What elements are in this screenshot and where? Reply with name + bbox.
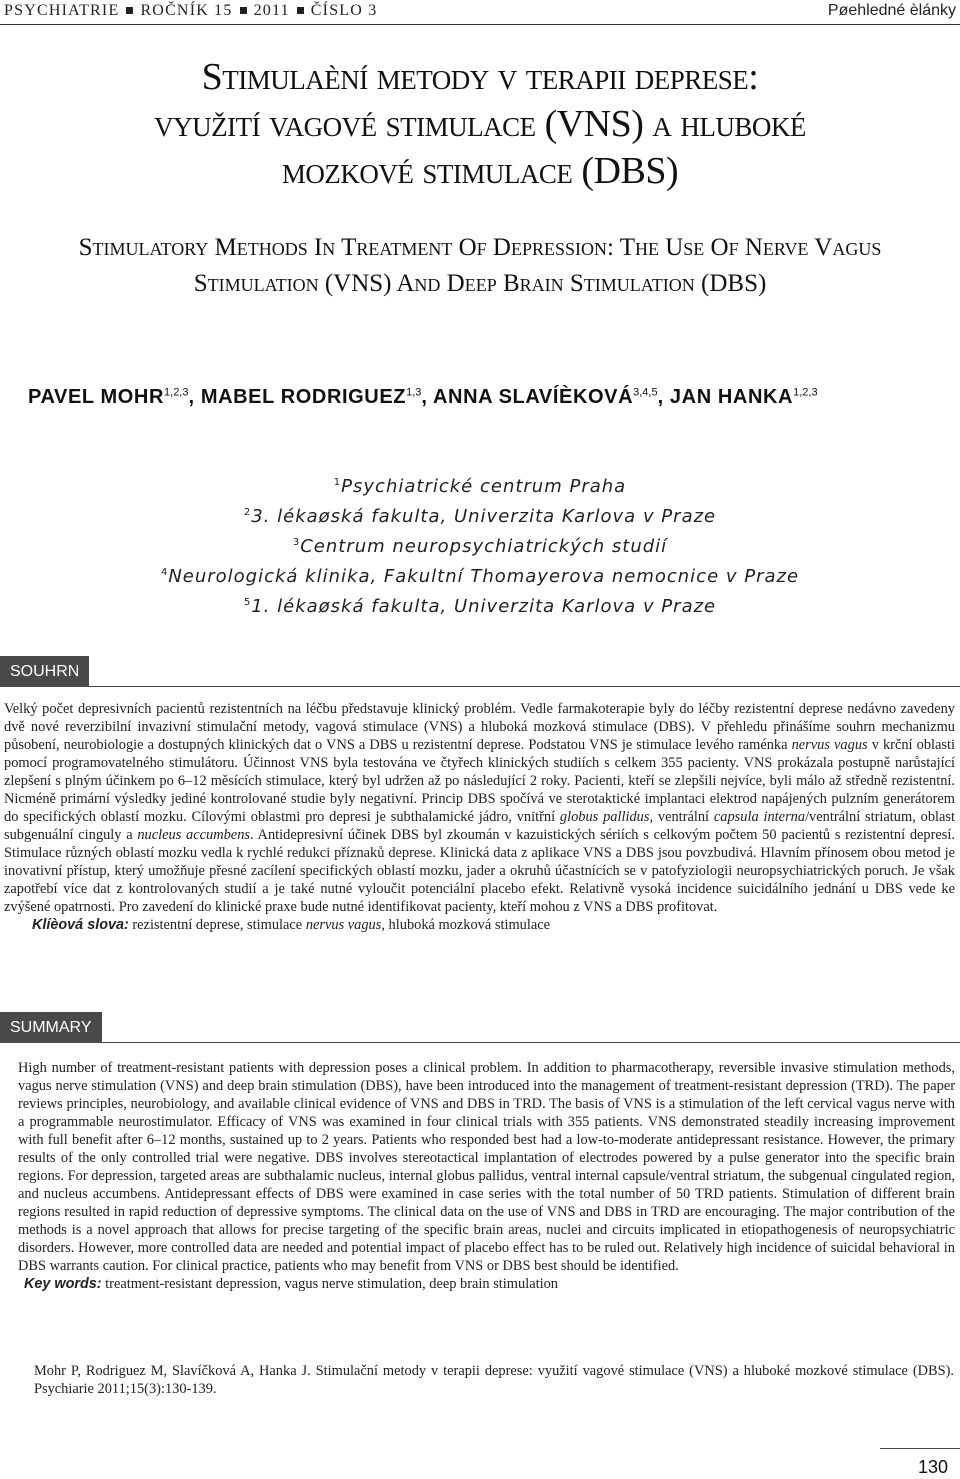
title-english-line: Stimulation (VNS) And Deep Brain Stimulation (DBS) (193, 270, 767, 297)
keywords-czech (4, 916, 955, 934)
abstract-text: /ventrální striatum, oblast subgenuální cinguly a (4, 809, 955, 843)
abstract-text: v krční oblasti pomocí programovatelného stimulátoru. Účinnost VNS byla testována ve čtyřech klinických studiích s celkem 355 pacienty. VNS prokázala postupně narůstající zlepšení s plným účinkem po 6–12 měsících stimulace, který byl udržen až po následující 2 roky. Pacienti, kteří se zlepšili nejvíce, byli málo až středně rezistentní. Nicméně primární výsledky jediné kontrolované studie byly negativní. Princip DBS spočívá ve sterotaktické implantaci elektrod napájených pulzním generátorem do specifických oblastí mozku. Cílovými oblastmi pro depresi je subthalamické jádro, vnitřní (4, 737, 956, 825)
abstract-english (18, 1059, 955, 1293)
summary-heading: SUMMARY (0, 1012, 102, 1043)
affiliation-text: Psychiatrické centrum Praha (341, 476, 627, 497)
journal-year: 2011 (253, 2, 290, 19)
affiliation-number: 2 (243, 507, 252, 518)
keywords-label: Key words: (24, 1276, 102, 1292)
affiliation-text: 3. lékaøská fakulta, Univerzita Karlova v Praze (251, 506, 717, 527)
abstract-italic-term: nervus vagus (791, 737, 868, 753)
abstract-text: High number of treatment-resistant patients with depression poses a clinical problem. In addition to pharmacotherapy, reversible invasive stimulation methods, vagus nerve stimulation (VNS) and deep brain stimulation (DBS), have been introduced into the management of treatment-resistant depression (TRD). The paper reviews principles, neurobiology, and available clinical evidence of VNS and DBS in TRD. The basis of VNS is a stimulation of the left cervical vagus nerve with a programmable neurostimulator. Efficacy of VNS was examined in four clinical trials with 355 patients. VNS demonstrated steadily increasing improvement with full benefit after 6–12 months, sustained up to 2 years. Patients who responded best had a low-to-moderate antidepressant resistance. However, the primary results of the only controlled trial were negative. DBS involves stereotactical implantation of electrodes powered by a pulse generator into the specific brain regions. For depression, targeted areas are subthalamic nucleus, internal globus pallidus, ventral internal capsule/ventral striatum, the subgenual cingulated region, and nucleus accumbens. Antidepressant effects of DBS were examined in case series with the total number of 50 TRD patients. Stimulation of different brain regions resulted in rapid reduction of depressive symptoms. The clinical data on the use of VNS and DBS in TRD are encouraging. The major contribution of the methods is a novel approach that allows for precise targeting of the specific brain areas, nuclei and circuits implicated in etiopathogenesis of neuropsychiatric disorders. However, more controlled data are needed and potential impact of placebo effect has to be ruled out. Relatively high incidence of suicidal behavioral in DBS warrants caution. For clinical practice, patients who may benefit from VNS or DBS best should be identified. (18, 1060, 955, 1274)
affiliation-item (20, 530, 940, 560)
keywords-italic-term: nervus vagus (305, 917, 382, 933)
author-list: PAVEL MOHR$^{1,2,3}$, MABEL RODRIGUEZ$^{1,3}$, ANNA SLAVÍÈKOVÁ$^{3,4,5}$, JAN HANKA$^{1,2,3}$ (28, 386, 818, 408)
abstract-text: . Antidepresivní účinek DBS byl zkoumán v kazuistických sériích s celkovým počtem 50 pacientů s rezistentní depresí. Stimulace různých oblastí mozku vedla k rychlé redukci příznaků deprese. Klinická data z aplikace VNS a DBS jsou povzbudivá. Hlavním přínosem obou metod je inovativní přístup, který umožňuje přesné zacílení specifických oblastí mozku, jader a okruhů účastnících se v patofyziologii neuropsychiatrických poruch. Je však zapotřebí více dat z kontrolovaných studií a je také nutné vyloučit potenciální placebo efekt. Relativně vysoká incidence suicidálního jednání u DBS vede ke zvýšené opatrnosti. Pro zavedení do klinické praxe bude nutné identifikovat pacienty, kteří mohou z VNS a DBS profitovat. (4, 827, 956, 915)
section-type: Pøehledné èlánky (827, 2, 956, 19)
abstract-italic-term: capsula interna (713, 809, 806, 825)
title-czech-line: mozkové stimulace (DBS) (281, 150, 679, 192)
author-name: JAN HANKA (669, 386, 794, 408)
square-bullet-icon (240, 7, 247, 14)
abstract-italic-term: nucleus accumbens (137, 827, 250, 843)
title-czech-line: Stimulaèní metody v terapii deprese: (201, 56, 759, 98)
abstract-text: , ventrální (649, 809, 714, 825)
author-affiliation-ref: 3,4,5 (633, 386, 658, 399)
affiliation-item (20, 470, 940, 500)
affiliation-number: 4 (160, 567, 169, 578)
author-name: MABEL RODRIGUEZ (200, 386, 407, 408)
affiliation-item (20, 560, 940, 590)
keywords-text: , hluboká mozková stimulace (381, 917, 551, 933)
affiliation-item (20, 500, 940, 530)
affiliation-text: Centrum neuropsychiatrických studií (300, 536, 668, 557)
keywords-text: rezistentní deprese, stimulace (128, 917, 306, 933)
journal-volume: ROČNÍK 15 (140, 2, 233, 19)
title-czech (20, 54, 940, 195)
affiliation-number: 1 (333, 477, 342, 488)
affiliation-number: 5 (243, 597, 252, 608)
square-bullet-icon (126, 7, 133, 14)
affiliation-text: Neurologická klinika, Fakultní Thomayerova nemocnice v Praze (168, 566, 800, 587)
abstract-text: Velký počet depresivních pacientů rezistentních na léčbu představuje klinický problém. Vedle farmakoterapie byly do léčby rezistentní deprese nedávno zavedeny dvě nové reverzibilní invazivní stimulační metody, vagová stimulace (VNS) a hluboká mozková stimulace (DBS). V přehledu přinášíme souhrn mechanizmu působení, neurobiologie a dostupných klinických dat o VNS a DBS u rezistentní deprese. Podstatou VNS je stimulace levého raménka (4, 701, 955, 753)
keywords-english (18, 1275, 955, 1293)
author-affiliation-ref: 1,2,3 (793, 386, 818, 399)
author-name: ANNA SLAVÍÈKOVÁ (433, 386, 634, 408)
keywords-label: Klíèová slova: (32, 917, 129, 933)
title-czech-line: využití vagové stimulace (VNS) a hluboké (154, 103, 806, 145)
square-bullet-icon (297, 7, 304, 14)
author-name: PAVEL MOHR (28, 386, 165, 408)
keywords-text: treatment-resistant depression, vagus nerve stimulation, deep brain stimulation (101, 1276, 558, 1292)
affiliation-item (20, 590, 940, 620)
journal-issue: ČÍSLO 3 (310, 2, 378, 19)
footer-rule (880, 1448, 960, 1449)
affiliations (20, 470, 940, 620)
title-english-line: Stimulatory Methods In Treatment Of Depression: The Use Of Nerve Vagus (78, 234, 882, 261)
summary-rule (0, 1042, 960, 1043)
souhrn-heading: SOUHRN (0, 656, 89, 687)
title-english (20, 230, 940, 302)
header-rule (0, 24, 960, 25)
abstract-italic-term: globus pallidus (559, 809, 650, 825)
running-header (0, 0, 960, 26)
citation: Mohr P, Rodriguez M, Slavíčková A, Hanka J. Stimulační metody v terapii deprese: využití vagové stimulace (VNS) a hluboké mozkové stimulace (DBS). Psychiarie 2011;15(3):130-139. (34, 1363, 954, 1397)
author-affiliation-ref: 1,2,3 (164, 386, 189, 399)
affiliation-number: 3 (292, 537, 301, 548)
souhrn-rule (0, 686, 960, 687)
page-number: 130 (917, 1457, 948, 1477)
author-affiliation-ref: 1,3 (406, 386, 422, 399)
abstract-czech (4, 700, 955, 934)
journal-info (4, 2, 377, 20)
affiliation-text: 1. lékaøská fakulta, Univerzita Karlova v Praze (251, 596, 717, 617)
journal-name: PSYCHIATRIE (4, 2, 120, 19)
